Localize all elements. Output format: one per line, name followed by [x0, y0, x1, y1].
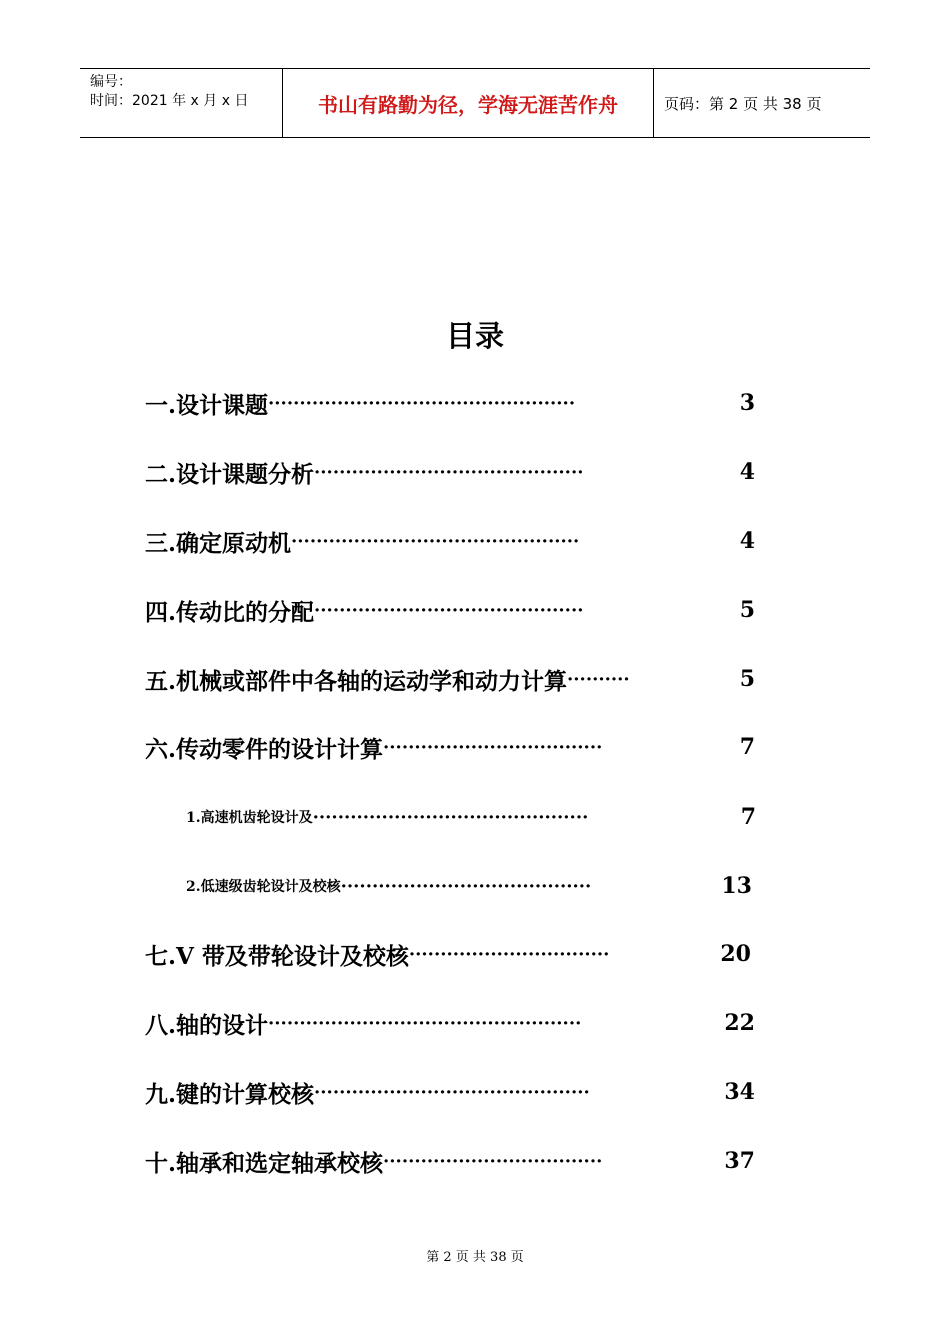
toc-entry-label: 九.键的计算校核 — [145, 1080, 315, 1108]
header-meta-cell — [80, 69, 282, 137]
toc-entry-10[interactable] — [145, 1144, 755, 1178]
toc-entry-label: 1.高速机齿轮设计及 — [186, 810, 313, 826]
toc-entry-page: 34 — [724, 1079, 755, 1105]
toc-entry-page: 5 — [739, 666, 755, 692]
toc-leader-dots: ·········· — [567, 668, 630, 690]
toc-entry-label: 五.机械或部件中各轴的运动学和动力计算 — [145, 667, 568, 695]
toc-leader-dots: ········································ — [340, 875, 592, 897]
toc-entry-label: 七.V 带及带轮设计及校核 — [145, 942, 409, 970]
toc-entry-8[interactable] — [145, 1006, 755, 1040]
toc-entry-6[interactable] — [145, 730, 755, 764]
toc-leader-dots: ··································· — [383, 736, 603, 758]
toc-entry-label: 三.确定原动机 — [145, 529, 292, 557]
header-page-info: 页码：第 2 页 共 38 页 — [664, 94, 822, 113]
toc-entry-7[interactable] — [145, 937, 751, 971]
toc-leader-dots: ··········································· — [314, 461, 584, 483]
document-date: 时间：2021 年 x 月 x 日 — [90, 93, 249, 109]
toc-leader-dots: ············································ — [314, 1081, 590, 1103]
toc-subentry-2[interactable] — [186, 869, 752, 903]
toc-entry-3[interactable] — [145, 524, 755, 558]
toc-entry-page: 7 — [739, 734, 755, 760]
toc-entry-label: 2.低速级齿轮设计及校核 — [186, 879, 341, 895]
toc-entry-label: 一.设计课题 — [145, 391, 269, 419]
toc-entry-page: 7 — [740, 804, 756, 830]
toc-entry-label: 二.设计课题分析 — [145, 460, 315, 488]
toc-subentry-1[interactable] — [186, 800, 756, 834]
toc-entry-9[interactable] — [145, 1075, 755, 1109]
toc-entry-page: 20 — [720, 941, 751, 967]
toc-leader-dots: ············································ — [312, 806, 589, 828]
toc-entry-2[interactable] — [145, 455, 755, 489]
page-footer: 第 2 页 共 38 页 — [426, 1250, 524, 1265]
toc-entry-label: 十.轴承和选定轴承校核 — [145, 1149, 384, 1177]
toc-leader-dots: ·················································· — [268, 1012, 582, 1034]
toc-title: 目录 — [445, 319, 504, 353]
toc-leader-dots: ································ — [408, 943, 610, 965]
toc-entry-page: 5 — [739, 597, 755, 623]
toc-entry-page: 37 — [724, 1148, 755, 1174]
toc-entry-label: 四.传动比的分配 — [145, 598, 315, 626]
toc-entry-page: 22 — [724, 1010, 755, 1036]
toc-entry-page: 4 — [739, 528, 755, 554]
toc-entry-label: 六.传动零件的设计计算 — [145, 735, 384, 763]
toc-leader-dots: ··········································· — [314, 599, 584, 621]
toc-entry-1[interactable] — [145, 386, 755, 420]
toc-entry-label: 八.轴的设计 — [145, 1011, 269, 1039]
header-motto: 书山有路勤为径，学海无涯苦作舟 — [282, 69, 654, 137]
toc-leader-dots: ·············································· — [291, 530, 580, 552]
toc-entry-page: 3 — [739, 390, 755, 416]
toc-entry-page: 13 — [721, 873, 752, 899]
toc-entry-4[interactable] — [145, 593, 755, 627]
document-number-label: 编号： — [90, 74, 132, 90]
toc-entry-5[interactable] — [145, 662, 755, 696]
toc-leader-dots: ··································· — [383, 1150, 603, 1172]
toc-leader-dots: ················································· — [268, 392, 576, 414]
page-header — [80, 68, 870, 138]
toc-entry-page: 4 — [739, 459, 755, 485]
